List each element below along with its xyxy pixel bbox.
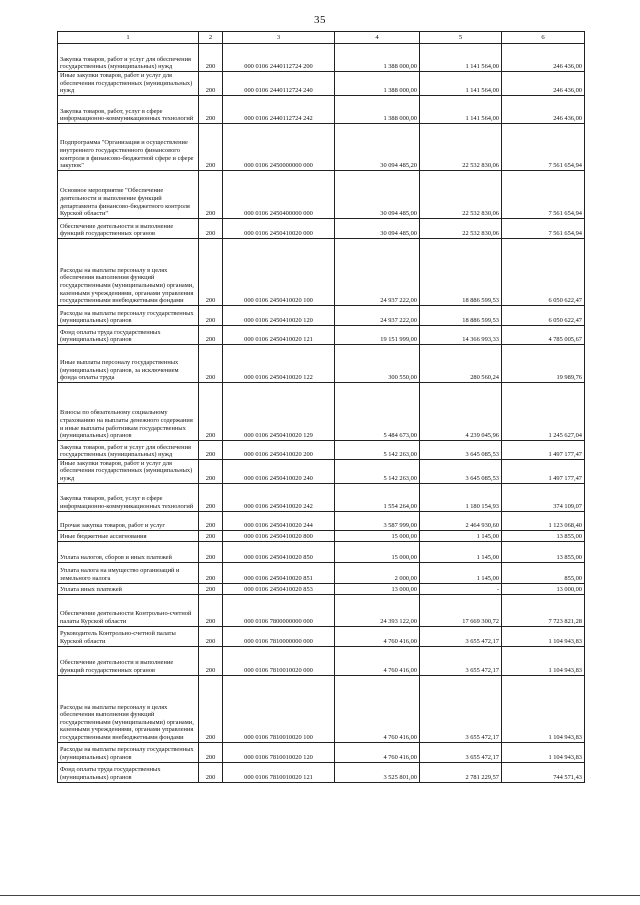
- cell-unexecuted: 7 723 821,28: [502, 594, 585, 626]
- header-col-5: 5: [420, 32, 502, 44]
- cell-budget-code: 000 0106 2450410020 850: [223, 541, 335, 562]
- cell-unexecuted: 246 436,00: [502, 95, 585, 123]
- table-row: [58, 562, 585, 583]
- cell-approved: 15 000,00: [335, 541, 420, 562]
- cell-unexecuted: 1 245 627,04: [502, 382, 585, 440]
- cell-executed: 22 532 830,06: [420, 123, 502, 170]
- cell-unexecuted: 13 855,00: [502, 530, 585, 541]
- cell-budget-code: 000 0106 2450410020 100: [223, 238, 335, 305]
- cell-name: Иные закупки товаров, работ и услуг для обеспечения государственных (муниципальных) нужд: [58, 72, 199, 96]
- table-row: [58, 170, 585, 218]
- cell-executed: 22 532 830,06: [420, 170, 502, 218]
- cell-approved: 3 525 801,00: [335, 762, 420, 782]
- cell-approved: 1 388 000,00: [335, 44, 420, 72]
- cell-name: Фонд оплаты труда государственных (муниципальных) органов: [58, 325, 199, 344]
- cell-budget-code: 000 0106 2450410020 129: [223, 382, 335, 440]
- cell-line-code: 200: [199, 95, 223, 123]
- cell-approved: 4 760 416,00: [335, 646, 420, 675]
- cell-line-code: 200: [199, 325, 223, 344]
- cell-line-code: 200: [199, 762, 223, 782]
- cell-approved: 15 000,00: [335, 530, 420, 541]
- cell-budget-code: 000 0106 7810010020 121: [223, 762, 335, 782]
- cell-approved: 5 142 263,00: [335, 459, 420, 483]
- cell-budget-code: 000 0106 2450410020 800: [223, 530, 335, 541]
- cell-executed: 1 145,00: [420, 530, 502, 541]
- cell-budget-code: 000 0106 2450410020 244: [223, 511, 335, 530]
- cell-line-code: 200: [199, 382, 223, 440]
- table-row: [58, 382, 585, 440]
- cell-unexecuted: 1 123 068,40: [502, 511, 585, 530]
- cell-budget-code: 000 0106 2450000000 000: [223, 123, 335, 170]
- cell-approved: 30 094 485,00: [335, 218, 420, 238]
- cell-budget-code: 000 0106 7810000000 000: [223, 626, 335, 646]
- cell-budget-code: 000 0106 7800000000 000: [223, 594, 335, 626]
- cell-unexecuted: 4 785 005,67: [502, 325, 585, 344]
- cell-budget-code: 000 0106 2450410020 200: [223, 440, 335, 459]
- cell-line-code: 200: [199, 594, 223, 626]
- table-row: [58, 305, 585, 325]
- cell-unexecuted: 6 050 622,47: [502, 238, 585, 305]
- table-row: [58, 541, 585, 562]
- cell-name: Обеспечение деятельности и выполнение функций государственных органов: [58, 218, 199, 238]
- cell-unexecuted: 13 000,00: [502, 583, 585, 594]
- cell-approved: 13 000,00: [335, 583, 420, 594]
- cell-name: Расходы на выплаты персоналу государственных (муниципальных) органов: [58, 742, 199, 762]
- cell-name: Расходы на выплаты персоналу в целях обеспечения выполнения функций государственными (муниципальными) органами, казенными учреждениями, органами управления государственными внебюджетными фондами: [58, 675, 199, 742]
- cell-approved: 24 937 222,00: [335, 305, 420, 325]
- cell-name: Взносы по обязательному социальному страхованию на выплаты денежного содержания и иные выплаты работникам государственных (муниципальных) органов: [58, 382, 199, 440]
- table-row: [58, 742, 585, 762]
- cell-line-code: 200: [199, 483, 223, 511]
- cell-executed: 1 145,00: [420, 562, 502, 583]
- cell-line-code: 200: [199, 675, 223, 742]
- table-row: [58, 762, 585, 782]
- cell-executed: -: [420, 583, 502, 594]
- cell-budget-code: 000 0106 2450410020 242: [223, 483, 335, 511]
- cell-unexecuted: 7 561 654,94: [502, 170, 585, 218]
- cell-approved: 5 484 673,00: [335, 382, 420, 440]
- header-col-2: 2: [199, 32, 223, 44]
- cell-budget-code: 000 0106 2450400000 000: [223, 170, 335, 218]
- cell-name: Обеспечение деятельности и выполнение функций государственных органов: [58, 646, 199, 675]
- cell-executed: 18 886 599,53: [420, 238, 502, 305]
- cell-line-code: 200: [199, 530, 223, 541]
- cell-line-code: 200: [199, 218, 223, 238]
- table-row: [58, 123, 585, 170]
- cell-budget-code: 000 0106 7810010020 000: [223, 646, 335, 675]
- cell-line-code: 200: [199, 459, 223, 483]
- cell-unexecuted: 246 436,00: [502, 72, 585, 96]
- header-col-1: 1: [58, 32, 199, 44]
- cell-approved: 1 554 264,00: [335, 483, 420, 511]
- cell-budget-code: 000 0106 2450410020 121: [223, 325, 335, 344]
- cell-executed: 1 141 564,00: [420, 72, 502, 96]
- cell-unexecuted: 7 561 654,94: [502, 218, 585, 238]
- cell-executed: 17 669 300,72: [420, 594, 502, 626]
- cell-budget-code: 000 0106 7810010020 100: [223, 675, 335, 742]
- cell-executed: 1 145,00: [420, 541, 502, 562]
- cell-unexecuted: 246 436,00: [502, 44, 585, 72]
- table-row: [58, 344, 585, 382]
- cell-name: Закупка товаров, работ и услуг для обеспечения государственных (муниципальных) нужд: [58, 440, 199, 459]
- cell-name: Руководитель Контрольно-счетной палаты Курской области: [58, 626, 199, 646]
- cell-name: Иные выплаты персоналу государственных (муниципальных) органов, за исключением фонда оплаты труда: [58, 344, 199, 382]
- cell-executed: 18 886 599,53: [420, 305, 502, 325]
- cell-approved: 1 388 000,00: [335, 72, 420, 96]
- cell-name: Закупка товаров, работ и услуг для обеспечения государственных (муниципальных) нужд: [58, 44, 199, 72]
- table-row: [58, 483, 585, 511]
- table-row: [58, 44, 585, 72]
- cell-executed: 280 560,24: [420, 344, 502, 382]
- cell-line-code: 200: [199, 440, 223, 459]
- table-row: [58, 325, 585, 344]
- cell-executed: 1 141 564,00: [420, 44, 502, 72]
- cell-unexecuted: 1 104 943,83: [502, 646, 585, 675]
- cell-budget-code: 000 0106 2450410020 851: [223, 562, 335, 583]
- cell-approved: 1 388 000,00: [335, 95, 420, 123]
- cell-name: Иные закупки товаров, работ и услуг для обеспечения государственных (муниципальных) нужд: [58, 459, 199, 483]
- cell-budget-code: 000 0106 2450410020 853: [223, 583, 335, 594]
- cell-approved: 24 393 122,00: [335, 594, 420, 626]
- cell-line-code: 200: [199, 44, 223, 72]
- cell-name: Подпрограмма "Организация и осуществление внутреннего государственного финансового контроля в финансово-бюджетной сфере и сфере закупок": [58, 123, 199, 170]
- cell-name: Уплата налога на имущество организаций и земельного налога: [58, 562, 199, 583]
- cell-line-code: 200: [199, 170, 223, 218]
- cell-line-code: 200: [199, 626, 223, 646]
- cell-name: Обеспечение деятельности Контрольно-счетной палаты Курской области: [58, 594, 199, 626]
- cell-executed: 3 655 472,17: [420, 646, 502, 675]
- cell-executed: 1 180 154,93: [420, 483, 502, 511]
- cell-name: Иные бюджетные ассигнования: [58, 530, 199, 541]
- cell-approved: 4 760 416,00: [335, 675, 420, 742]
- table-row: [58, 459, 585, 483]
- table-row: [58, 594, 585, 626]
- cell-approved: 30 094 485,20: [335, 123, 420, 170]
- table-row: [58, 675, 585, 742]
- cell-approved: 30 094 485,00: [335, 170, 420, 218]
- page-bottom-rule: [0, 895, 640, 896]
- cell-executed: 1 141 564,00: [420, 95, 502, 123]
- cell-approved: 2 000,00: [335, 562, 420, 583]
- cell-executed: 3 655 472,17: [420, 675, 502, 742]
- cell-executed: 3 645 085,53: [420, 459, 502, 483]
- cell-executed: 3 655 472,17: [420, 626, 502, 646]
- cell-line-code: 200: [199, 344, 223, 382]
- cell-executed: 3 655 472,17: [420, 742, 502, 762]
- cell-approved: 4 760 416,00: [335, 742, 420, 762]
- header-col-6: 6: [502, 32, 585, 44]
- table-row: [58, 583, 585, 594]
- cell-budget-code: 000 0106 2450410020 000: [223, 218, 335, 238]
- cell-name: Закупка товаров, работ, услуг в сфере информационно-коммуникационных технологий: [58, 483, 199, 511]
- cell-unexecuted: 13 855,00: [502, 541, 585, 562]
- cell-name: Расходы на выплаты персоналу в целях обеспечения выполнения функций государственными (муниципальными) органами, казенными учреждениями, органами управления государственными внебюджетными фондами: [58, 238, 199, 305]
- header-col-3: 3: [223, 32, 335, 44]
- cell-budget-code: 000 0106 2450410020 120: [223, 305, 335, 325]
- cell-unexecuted: 1 497 177,47: [502, 459, 585, 483]
- cell-budget-code: 000 0106 2440112724 242: [223, 95, 335, 123]
- cell-line-code: 200: [199, 123, 223, 170]
- cell-unexecuted: 744 571,43: [502, 762, 585, 782]
- page-number: 35: [314, 14, 326, 26]
- cell-executed: 3 645 085,53: [420, 440, 502, 459]
- cell-unexecuted: 1 104 943,83: [502, 626, 585, 646]
- cell-unexecuted: 7 561 654,94: [502, 123, 585, 170]
- cell-unexecuted: 6 050 622,47: [502, 305, 585, 325]
- cell-executed: 14 366 993,33: [420, 325, 502, 344]
- cell-name: Уплата налогов, сборов и иных платежей: [58, 541, 199, 562]
- cell-approved: 19 151 999,00: [335, 325, 420, 344]
- table-row: [58, 238, 585, 305]
- cell-budget-code: 000 0106 2440112724 200: [223, 44, 335, 72]
- cell-approved: 24 937 222,00: [335, 238, 420, 305]
- cell-unexecuted: 1 104 943,83: [502, 742, 585, 762]
- cell-unexecuted: 1 497 177,47: [502, 440, 585, 459]
- cell-line-code: 200: [199, 305, 223, 325]
- header-row: [58, 32, 585, 44]
- cell-approved: 5 142 263,00: [335, 440, 420, 459]
- cell-name: Прочая закупка товаров, работ и услуг: [58, 511, 199, 530]
- header-col-4: 4: [335, 32, 420, 44]
- cell-line-code: 200: [199, 562, 223, 583]
- cell-approved: 3 587 999,00: [335, 511, 420, 530]
- cell-budget-code: 000 0106 2450410020 122: [223, 344, 335, 382]
- table-row: [58, 511, 585, 530]
- cell-line-code: 200: [199, 511, 223, 530]
- cell-budget-code: 000 0106 2450410020 240: [223, 459, 335, 483]
- cell-line-code: 200: [199, 646, 223, 675]
- cell-name: Уплата иных платежей: [58, 583, 199, 594]
- cell-line-code: 200: [199, 72, 223, 96]
- cell-line-code: 200: [199, 583, 223, 594]
- table-row: [58, 646, 585, 675]
- cell-line-code: 200: [199, 238, 223, 305]
- cell-budget-code: 000 0106 2440112724 240: [223, 72, 335, 96]
- cell-unexecuted: 19 989,76: [502, 344, 585, 382]
- cell-name: Фонд оплаты труда государственных (муниципальных) органов: [58, 762, 199, 782]
- table-row: [58, 530, 585, 541]
- table-row: [58, 218, 585, 238]
- cell-executed: 2 781 229,57: [420, 762, 502, 782]
- cell-unexecuted: 855,00: [502, 562, 585, 583]
- cell-unexecuted: 374 109,07: [502, 483, 585, 511]
- budget-execution-table: [57, 31, 585, 783]
- cell-unexecuted: 1 104 943,83: [502, 675, 585, 742]
- cell-name: Основное мероприятие "Обеспечение деятельности и выполнение функций департамента финансово-бюджетного контроля Курской области": [58, 170, 199, 218]
- cell-executed: 22 532 830,06: [420, 218, 502, 238]
- cell-line-code: 200: [199, 541, 223, 562]
- cell-name: Расходы на выплаты персоналу государственных (муниципальных) органов: [58, 305, 199, 325]
- cell-executed: 2 464 930,60: [420, 511, 502, 530]
- table-row: [58, 95, 585, 123]
- cell-budget-code: 000 0106 7810010020 120: [223, 742, 335, 762]
- table-row: [58, 440, 585, 459]
- table-row: [58, 72, 585, 96]
- cell-approved: 300 550,00: [335, 344, 420, 382]
- cell-name: Закупка товаров, работ, услуг в сфере информационно-коммуникационных технологий: [58, 95, 199, 123]
- cell-line-code: 200: [199, 742, 223, 762]
- table-row: [58, 626, 585, 646]
- cell-approved: 4 760 416,00: [335, 626, 420, 646]
- cell-executed: 4 239 045,96: [420, 382, 502, 440]
